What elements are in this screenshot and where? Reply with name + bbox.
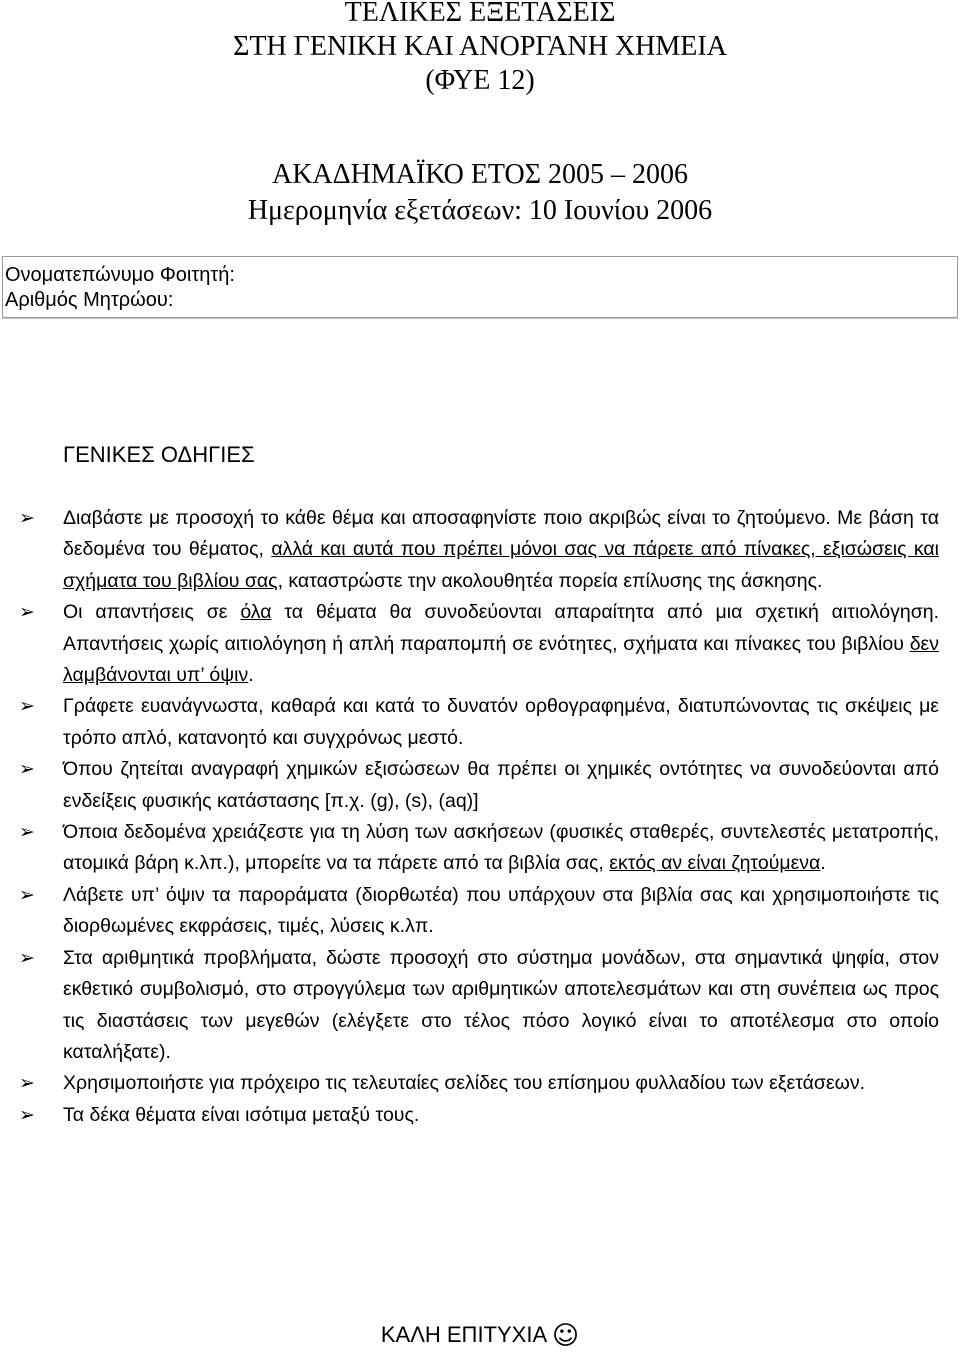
arrow-bullet-icon: ➢ [19, 821, 35, 844]
exam-info-block [0, 157, 960, 229]
arrow-bullet-icon: ➢ [19, 507, 35, 529]
arrow-bullet-icon: ➢ [19, 1072, 35, 1095]
course-code: (ΦΥΕ 12) [425, 65, 535, 96]
arrow-bullet-icon: ➢ [19, 601, 35, 624]
arrow-bullet-icon: ➢ [19, 946, 35, 969]
academic-year: ΑΚΑΔΗΜΑΪΚΟ ΕΤΟΣ 2005 – 2006 [271, 159, 689, 190]
instruction-item: ➢ Όποια δεδομένα χρειάζεστε για τη λύση των ασκήσεων (φυσικές σταθερές, συντελεστές μετατροπής, ατομικά βάρη κ.λπ.), μπορείτε να τα πάρετε από τα βιβλία σας, εκτός αν είναι ζητούμενα. [63, 817, 939, 880]
instruction-item: ➢ Γράφετε ευανάγνωστα, καθαρά και κατά το δυνατόν ορθογραφημένα, διατυπώνοντας τις σκέψεις με τρόπο απλό, κατανοητό και συγχρόνως μεστό. [63, 691, 939, 754]
underlined-text: αλλά και αυτά που πρέπει μόνοι σας να πάρετε από πίνακες, εξισώσεις και σχήματα του βιβλίου σας [63, 538, 939, 592]
instructions-heading: ΓΕΝΙΚΕΣ ΟΔΗΓΙΕΣ [63, 442, 255, 467]
arrow-bullet-icon: ➢ [19, 758, 35, 781]
instruction-item: ➢ Στα αριθμητικά προβλήματα, δώστε προσοχή στο σύστημα μονάδων, στα σημαντικά ψηφία, στον εκθετικό συμβολισμό, στο στρογγύλεμα των αριθμητικών αποτελεσμάτων και στη συνέπεια ως προς τις διαστάσεις των μεγεθών (ελέγξετε στο τέλος πόσο λογικό είναι το αποτέλεσμα στο οποίο καταλήξατε). [63, 943, 939, 1069]
exam-title-block [0, 0, 960, 98]
arrow-bullet-icon: ➢ [19, 1103, 35, 1126]
student-id-label: Αριθμός Μητρώου: [5, 289, 174, 311]
instruction-item: ➢ Χρησιμοποιήστε για πρόχειρο τις τελευταίες σελίδες του επίσημου φυλλαδίου των εξετάσεων. [63, 1068, 939, 1099]
student-name-label: Ονοματεπώνυμο Φοιτητή: [5, 264, 235, 286]
instruction-item: ➢ Οι απαντήσεις σε όλα τα θέματα θα συνοδεύονται απαραίτητα από μια σχετική αιτιολόγηση. Απαντήσεις χωρίς αιτιολόγηση ή απλή παραπομπή σε ενότητες, σχήματα και πίνακες του βιβλίου δεν λαμβάνονται υπ’ όψιν. [63, 597, 939, 691]
instruction-item: ➢ Λάβετε υπ’ όψιν τα παροράματα (διορθωτέα) που υπάρχουν στα βιβλία σας και χρησιμοποιήστε τις διορθωμένες εκφράσεις, τιμές, λύσεις κ.λπ. [63, 880, 939, 943]
student-info-box [2, 256, 958, 318]
smiley-icon: ☺ [552, 1321, 580, 1351]
underlined-text: εκτός αν είναι ζητούμενα [609, 852, 821, 875]
instruction-item: ➢ Τα δέκα θέματα είναι ισότιμα μεταξύ τους. [63, 1100, 939, 1131]
good-luck-footer [0, 1320, 960, 1351]
arrow-bullet-icon: ➢ [19, 883, 35, 906]
instruction-item: ➢ Όπου ζητείται αναγραφή χημικών εξισώσεων θα πρέπει οι χημικές οντότητες να συνοδεύονται από ενδείξεις φυσικής κατάστασης [π.χ. (g), (s), (aq)] [63, 754, 939, 817]
exam-title-line-1: ΤΕΛΙΚΕΣ ΕΞΕΤΑΣΕΙΣ [344, 0, 616, 28]
underlined-text: δεν λαμβάνονται υπ’ όψιν [63, 632, 939, 687]
instruction-item: ➢ Διαβάστε με προσοχή το κάθε θέμα και αποσαφηνίστε ποιο ακριβώς είναι το ζητούμενο. Με βάση τα δεδομένα του θέματος, αλλά και αυτά που πρέπει μόνοι σας να πάρετε από πίνακες, εξισώσεις και σχήματα του βιβλίου σας, καταστρώστε την ακολουθητέα πορεία επίλυσης της άσκησης. [63, 503, 939, 597]
arrow-bullet-icon: ➢ [19, 695, 35, 718]
exam-title-line-2: ΣΤΗ ΓΕΝΙΚΗ ΚΑΙ ΑΝΟΡΓΑΝΗ ΧΗΜΕΙΑ [233, 31, 727, 62]
underlined-text: όλα [240, 601, 272, 624]
good-luck-text: ΚΑΛΗ ΕΠΙΤΥΧΙΑ [380, 1322, 546, 1347]
exam-date: Ημερομηνία εξετάσεων: 10 Ιουνίου 2006 [247, 195, 713, 226]
instructions-list [19, 503, 939, 1131]
